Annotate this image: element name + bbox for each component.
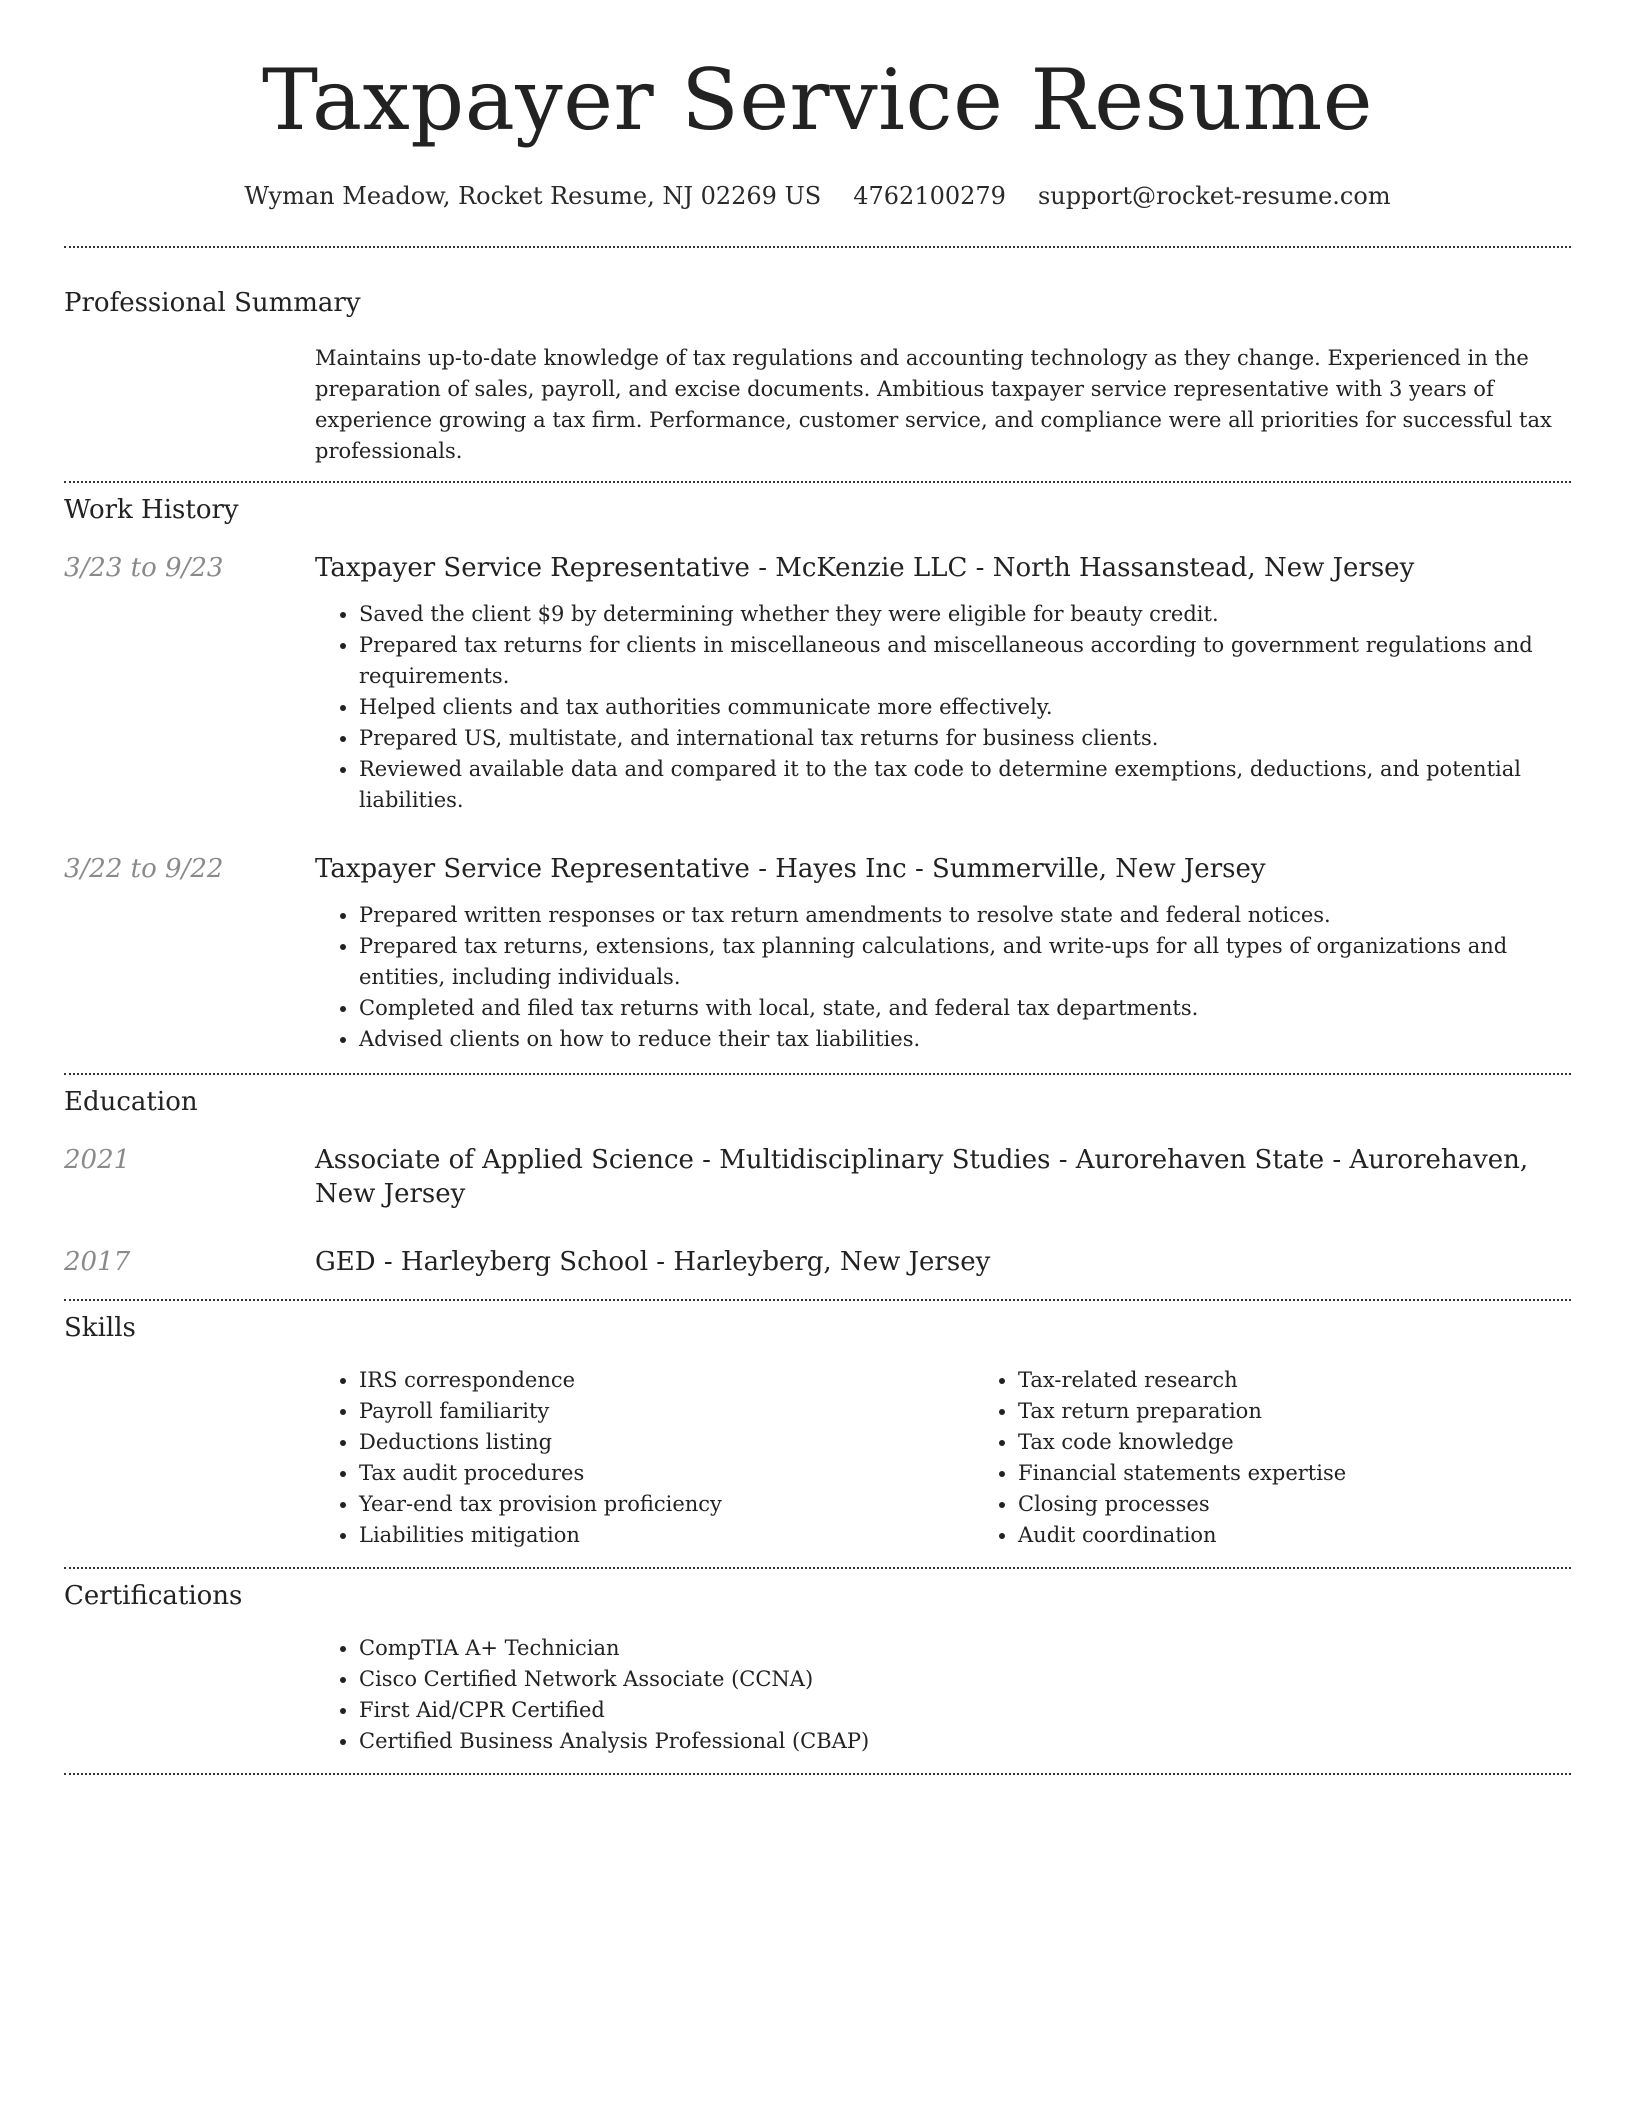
list-item: • Liabilities mitigation (359, 1520, 974, 1551)
skills-column-right (974, 1365, 1632, 1551)
list-item: • First Aid/CPR Certified (359, 1695, 1571, 1726)
list-item: • Reviewed available data and compared it to the tax code to determine exemptions, deductions, and potential liabilities. (359, 754, 1571, 816)
section-title-education: Education (64, 1087, 198, 1117)
job-title: Taxpayer Service Representative (315, 854, 750, 884)
divider (64, 1567, 1571, 1569)
list-item: • Prepared US, multistate, and international tax returns for business clients. (359, 723, 1571, 754)
list-item: • Audit coordination (1018, 1520, 1632, 1551)
job-bullets (315, 599, 1571, 816)
list-item: • Saved the client $9 by determining whether they were eligible for beauty credit. (359, 599, 1571, 630)
list-item: • Tax code knowledge (1018, 1427, 1632, 1458)
list-item: • Payroll familiarity (359, 1396, 974, 1427)
section-title-skills: Skills (64, 1313, 136, 1343)
job-entry (64, 852, 1571, 1055)
list-item: • Financial statements expertise (1018, 1458, 1632, 1489)
skills-list (315, 1365, 1632, 1551)
skills-column-left (315, 1365, 974, 1551)
divider (64, 481, 1571, 483)
education-heading (315, 1143, 1571, 1211)
list-item: • Tax return preparation (1018, 1396, 1632, 1427)
divider (64, 1773, 1571, 1775)
education-entry (64, 1143, 1571, 1211)
summary-text: Maintains up-to-date knowledge of tax regulations and accounting technology as they change. Experienced in the preparation of sales, payroll, and excise documents. Ambitious taxpayer service representative with 3 years of experience growing a tax firm. Performance, customer service, and compliance were all priorities for successful tax professionals. (315, 346, 1552, 463)
education-details: - Harleyberg School - Harleyberg, New Jersey (375, 1247, 991, 1277)
contact-info (64, 180, 1571, 212)
job-entry (64, 551, 1571, 816)
education-year: 2017 (64, 1247, 131, 1277)
list-item: • Tax-related research (1018, 1365, 1632, 1396)
list-item: • Cisco Certified Network Associate (CCNA) (359, 1664, 1571, 1695)
list-item: • Prepared tax returns, extensions, tax planning calculations, and write-ups for all types of organizations and entities, including individuals. (359, 931, 1571, 993)
resume-title: Taxpayer Service Resume (261, 51, 1374, 149)
section-title-certifications: Certifications (64, 1581, 243, 1611)
list-item: • Deductions listing (359, 1427, 974, 1458)
job-details: - Hayes Inc - Summerville, New Jersey (749, 854, 1266, 884)
education-year: 2021 (64, 1145, 131, 1175)
list-item: • Closing processes (1018, 1489, 1632, 1520)
job-heading (315, 852, 1571, 886)
education-degree: Associate of Applied Science - Multidisciplinary Studies (315, 1145, 1051, 1175)
job-heading (315, 551, 1571, 585)
list-item: • Completed and filed tax returns with local, state, and federal tax departments. (359, 993, 1571, 1024)
contact-phone: 4762100279 (853, 182, 1006, 210)
job-bullets (315, 900, 1571, 1055)
list-item: • Tax audit procedures (359, 1458, 974, 1489)
list-item: • Prepared tax returns for clients in miscellaneous and miscellaneous according to government regulations and requirements. (359, 630, 1571, 692)
contact-email: support@rocket-resume.com (1037, 182, 1391, 210)
education-heading (315, 1245, 1571, 1279)
divider (64, 1073, 1571, 1075)
contact-address: Wyman Meadow, Rocket Resume, NJ 02269 US (244, 182, 822, 210)
job-dates: 3/23 to 9/23 (64, 553, 224, 583)
list-item: • Certified Business Analysis Professional (CBAP) (359, 1726, 1571, 1757)
divider (64, 246, 1571, 248)
list-item: • Advised clients on how to reduce their tax liabilities. (359, 1024, 1571, 1055)
education-entry (64, 1245, 1571, 1279)
section-title-summary: Professional Summary (64, 288, 361, 318)
resume-page (64, 0, 1571, 1775)
job-details: - McKenzie LLC - North Hassanstead, New Jersey (749, 553, 1415, 583)
education-details: - Aurorehaven State - Aurorehaven, New Jersey (315, 1145, 1529, 1209)
section-title-work-history: Work History (64, 495, 239, 525)
education-degree: GED (315, 1247, 376, 1277)
list-item: • Helped clients and tax authorities communicate more effectively. (359, 692, 1571, 723)
list-item: • Prepared written responses or tax return amendments to resolve state and federal notices. (359, 900, 1571, 931)
list-item: • Year-end tax provision proficiency (359, 1489, 974, 1520)
list-item: • IRS correspondence (359, 1365, 974, 1396)
job-title: Taxpayer Service Representative (315, 553, 750, 583)
list-item: • CompTIA A+ Technician (359, 1633, 1571, 1664)
divider (64, 1299, 1571, 1301)
job-dates: 3/22 to 9/22 (64, 854, 224, 884)
certifications-list (315, 1633, 1571, 1757)
